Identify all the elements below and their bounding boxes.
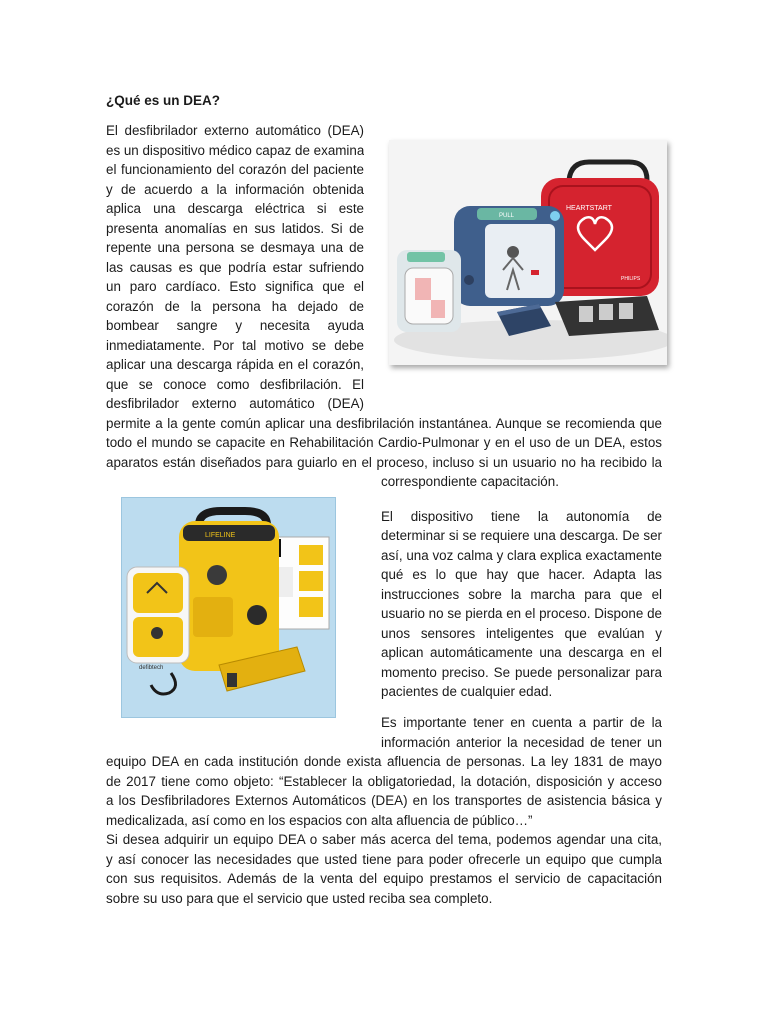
- text-line: desfibrilador externo automático (DEA): [106, 396, 364, 411]
- text-line: con sus requisitos. Además de la venta del equipo prestamos el servicio de capacitación: [106, 871, 662, 886]
- text-line: las causas es que podría estar sufriendo: [106, 260, 364, 275]
- instruction-card: [555, 296, 659, 336]
- text-line: todo el mundo se capacite en Rehabilitación Cardio-Pulmonar y en el uso de un DEA, estos: [106, 435, 662, 450]
- philips-defibrillator: [454, 206, 564, 306]
- text-line: usuario no se pierda en el proceso. Dispone de: [381, 606, 662, 621]
- text-line: aplicar una descarga rápida en el corazón,: [106, 357, 364, 372]
- text-line: repente una persona se desmaya una de: [106, 240, 364, 255]
- defibtech-aed-photo: [121, 497, 336, 718]
- text-line: inmediatamente. Por tal motivo se debe: [106, 338, 364, 353]
- text-line: que se conoce como desfibrilación. El: [106, 377, 364, 392]
- case-brand-text: HEARTSTART: [566, 205, 612, 212]
- text-line: sobre su uso para que el servicio que usted reciba sea completo.: [106, 891, 493, 906]
- text-line: unos sensores inteligentes que evalúan y: [381, 626, 662, 641]
- text-line: y así conocer las necesidades que usted tiene para poder ofrecerle un equipo que cumpla: [106, 852, 662, 867]
- device-brand-text: LIFELINE: [205, 532, 236, 539]
- text-line: Si desea adquirir un equipo DEA o saber más acerca del tema, podemos agendar una cita,: [106, 832, 662, 847]
- text-line: Es importante tener en cuenta a partir de la: [381, 715, 662, 730]
- text-line: determinar si se requiere una descarga. De ser: [381, 528, 662, 543]
- svg-text:PHILIPS: PHILIPS: [621, 276, 641, 282]
- defibtech-defibrillator: [179, 511, 279, 671]
- text-line: información anterior la necesidad de tener un: [381, 735, 662, 750]
- pads-brand-text: defibtech: [139, 665, 164, 671]
- text-line: y de acuerdo a la información obtenida: [106, 182, 364, 197]
- text-line: correspondiente capacitación.: [381, 474, 559, 489]
- electrode-pads-package: [397, 250, 461, 332]
- text-line: aparatos están diseñados para guiarlo en el proceso, incluso si un usuario no ha recibido la: [106, 455, 662, 470]
- text-line: a los Desfibriladores Externos Automáticos (DEA) en los transportes de asistencia básica y: [106, 793, 662, 808]
- text-line: instrucciones sobre la marcha para que el: [381, 587, 662, 602]
- text-line: así, una voz calma y clara explica exactamente: [381, 548, 662, 563]
- text-line: aplica una descarga eléctrica si este: [106, 201, 364, 216]
- page-title: ¿Qué es un DEA?: [106, 93, 221, 108]
- text-line: El dispositivo tiene la autonomía de: [381, 509, 662, 524]
- text-line: el funcionamiento del corazón del paciente: [106, 162, 364, 177]
- text-line: presenta anomalías en sus latidos. Si de: [106, 221, 364, 236]
- text-line: qué es lo que hay que hacer. Adapta las: [381, 567, 662, 582]
- text-line: pacientes de cualquier edad.: [381, 684, 553, 699]
- philips-aed-photo: [389, 140, 667, 365]
- text-line: medicalizada, así como en los espacios con alta afluencia de público…”: [106, 813, 533, 828]
- text-line: bombear sangre y necesita ayuda: [106, 318, 364, 333]
- text-line: corazón de la persona ha dejado de: [106, 299, 364, 314]
- text-line: de 2017 tiene como objeto: “Establecer la obligatoriedad, la dotación, disposición y acceso: [106, 774, 662, 789]
- pull-handle-label: PULL: [499, 213, 515, 219]
- text-line: equipo DEA en cada institución donde exista afluencia de personas. La ley 1831 de mayo: [106, 754, 662, 769]
- text-line: un paro cardíaco. Esto significa que el: [106, 279, 364, 294]
- text-line: es un dispositivo médico capaz de examina: [106, 143, 364, 158]
- text-line: aplican automáticamente una descarga en el: [381, 645, 662, 660]
- text-line: permite a la gente común aplicar una desfibrilación instantánea. Aunque se recomienda que: [106, 416, 662, 431]
- text-line: El desfibrilador externo automático (DEA): [106, 123, 364, 138]
- text-line: momento preciso. Se puede personalizar para: [381, 665, 662, 680]
